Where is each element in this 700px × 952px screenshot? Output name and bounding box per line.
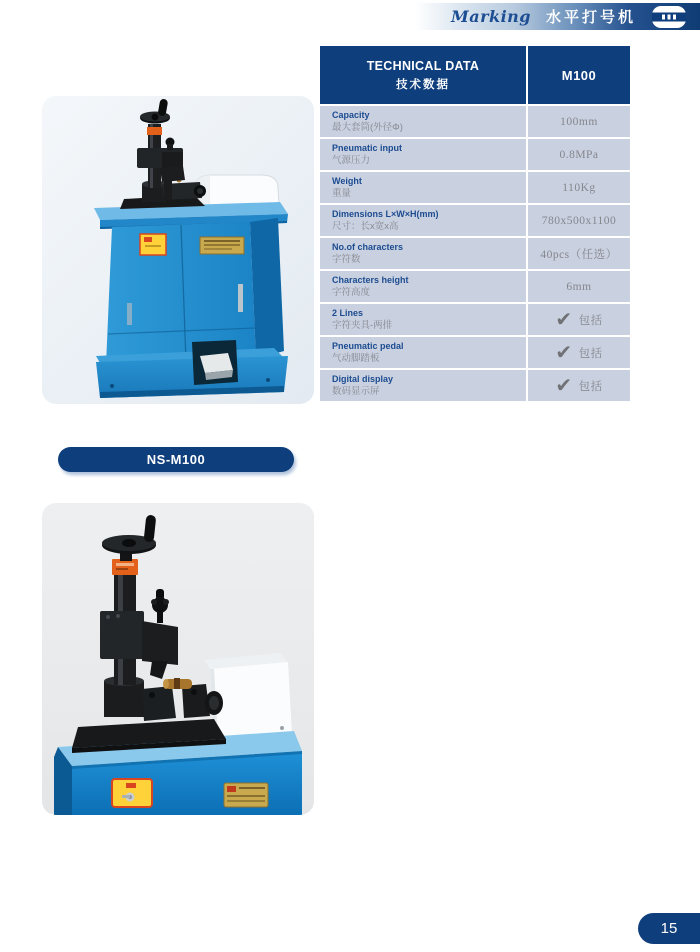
- technical-data-table: [320, 46, 630, 403]
- page-number: 15: [638, 913, 700, 944]
- table-row: [320, 238, 630, 269]
- page-header: [415, 3, 700, 30]
- model-label: NS-M100: [58, 447, 294, 472]
- product-photo-machine: [42, 96, 314, 404]
- table-row: [320, 271, 630, 302]
- row-label-en: Pneumatic input: [332, 142, 403, 153]
- machine-illustration: [42, 96, 314, 404]
- row-value: 40pcs（任选）: [540, 248, 618, 261]
- table-row: [320, 106, 630, 137]
- header-title-cn: 水平打号机: [545, 9, 636, 26]
- row-value: 110Kg: [562, 181, 596, 194]
- row-label-en: Weight: [332, 175, 362, 186]
- row-label-en: Digital display: [332, 373, 394, 384]
- row-label-cn: 重量: [332, 187, 352, 199]
- product-photo-closeup: [42, 503, 314, 815]
- row-value: 包括: [578, 380, 603, 393]
- row-label-cn: 气动脚踏板: [332, 352, 380, 364]
- table-row: [320, 205, 630, 236]
- table-row: [320, 370, 630, 401]
- row-label-en: Characters height: [332, 274, 409, 285]
- row-value: 100mm: [560, 115, 598, 128]
- table-title-en: TECHNICAL DATA: [366, 58, 480, 73]
- check-icon: ✔: [555, 372, 573, 397]
- row-value: 包括: [578, 347, 603, 360]
- row-label-en: Dimensions L×W×H(mm): [332, 208, 439, 219]
- table-row: [320, 139, 630, 170]
- row-value: 780x500x1100: [541, 214, 617, 227]
- row-label-cn: 字符高度: [332, 286, 371, 298]
- table-header-title: [320, 46, 528, 104]
- row-label-cn: 数码显示屏: [332, 385, 380, 397]
- check-icon: ✔: [555, 306, 573, 331]
- row-label-cn: 字符数: [332, 253, 361, 265]
- table-row: [320, 337, 630, 368]
- table-row: [320, 304, 630, 335]
- table-title-cn: 技术数据: [396, 78, 450, 91]
- marking-stamp-icon: [651, 5, 687, 29]
- row-value: 6mm: [566, 280, 592, 293]
- row-label-cn: 字符夹具-两排: [332, 319, 393, 331]
- row-label-en: Capacity: [332, 109, 370, 120]
- table-model-header: M100: [561, 67, 597, 83]
- row-label-en: Pneumatic pedal: [332, 340, 404, 351]
- table-header: [320, 46, 630, 104]
- check-icon: ✔: [555, 339, 573, 364]
- row-label-cn: 气源压力: [332, 154, 371, 166]
- row-label-cn: 最大套筒(外径Φ): [332, 121, 403, 133]
- row-label-en: 2 Lines: [332, 307, 364, 318]
- brand-logo-text: Marking: [450, 7, 531, 26]
- closeup-illustration: [42, 503, 314, 815]
- table-row: [320, 172, 630, 203]
- row-label-en: No.of characters: [332, 241, 404, 252]
- row-label-cn: 尺寸：长x宽x高: [332, 220, 399, 232]
- row-value: 0.8MPa: [559, 148, 599, 161]
- row-value: 包括: [578, 314, 603, 327]
